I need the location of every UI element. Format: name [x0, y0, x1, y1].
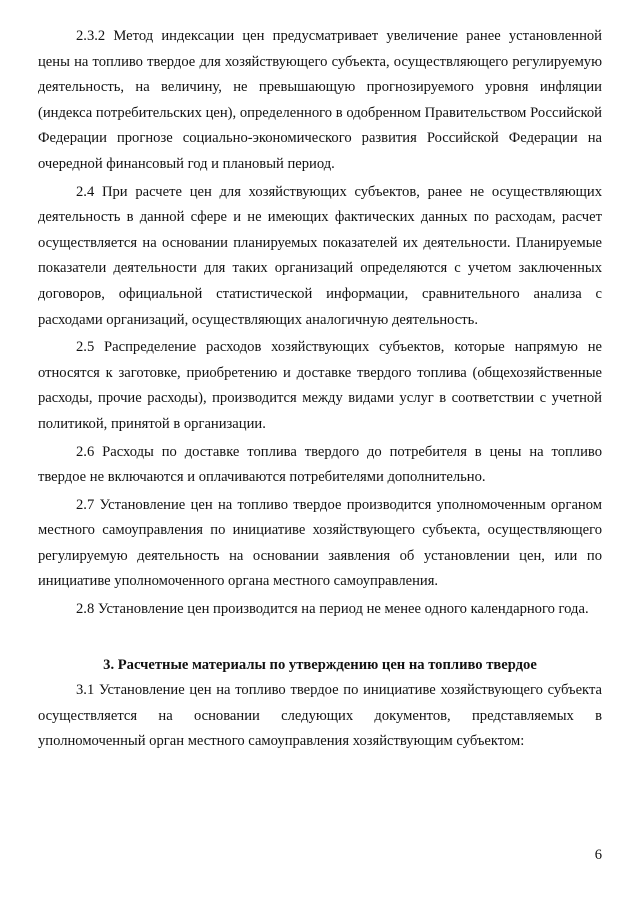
document-page	[38, 24, 602, 755]
paragraph-2-6: 2.6 Расходы по доставке топлива твердого до потребителя в цены на топливо твердое не включаются и оплачиваются потребителями дополнительно.	[38, 443, 602, 486]
paragraph-2-8: 2.8 Установление цен производится на период не менее одного календарного года.	[76, 601, 589, 618]
paragraph-2-3-2: 2.3.2 Метод индексации цен предусматривает увеличение ранее установленной цены на топливо твердое для хозяйствующего субъекта, осуществляющего регулируемую деятельность, на величину, не превышающую прогнозируемого уровня инфляции (индекса потребительских цен), определенного в одобренном Правительством Российской Федерации прогнозе социально-экономического развития Российской Федерации на очередной финансовый год и плановый период.	[38, 28, 602, 172]
paragraph-3-1: 3.1 Установление цен на топливо твердое по инициативе хозяйствующего субъекта осуществляется на основании следующих документов, представляемых в уполномоченный орган местного самоуправления хозяйствующим субъектом:	[38, 682, 602, 750]
paragraph-2-5: 2.5 Распределение расходов хозяйствующих субъектов, которые напрямую не относятся к заготовке, приобретению и доставке твердого топлива (общехозяйственные расходы, прочие расходы), производится между видами услуг в соответствии с учетной политикой, принятой в организации.	[38, 339, 602, 432]
page-number: 6	[594, 847, 602, 863]
paragraph-2-7: 2.7 Установление цен на топливо твердое производится уполномоченным органом местного самоуправления по инициативе хозяйствующего субъекта, осуществляющего регулируемую деятельность на основании заявления об установлении цен, или по инициативе уполномоченного органа местного самоуправления.	[38, 496, 602, 590]
section-heading: 3. Расчетные материалы по утверждению цен на топливо твердое	[103, 656, 537, 673]
paragraph-2-4: 2.4 При расчете цен для хозяйствующих субъектов, ранее не осуществляющих деятельность в данной сфере и не имеющих фактических данных по расходам, расчет осуществляется на основании планируемых показателей их деятельности. Планируемые показатели деятельности для таких организаций определяются с учетом заключенных договоров, официальной статистической информации, сравнительного анализа с расходами организаций, осуществляющих аналогичную деятельность.	[38, 183, 602, 328]
